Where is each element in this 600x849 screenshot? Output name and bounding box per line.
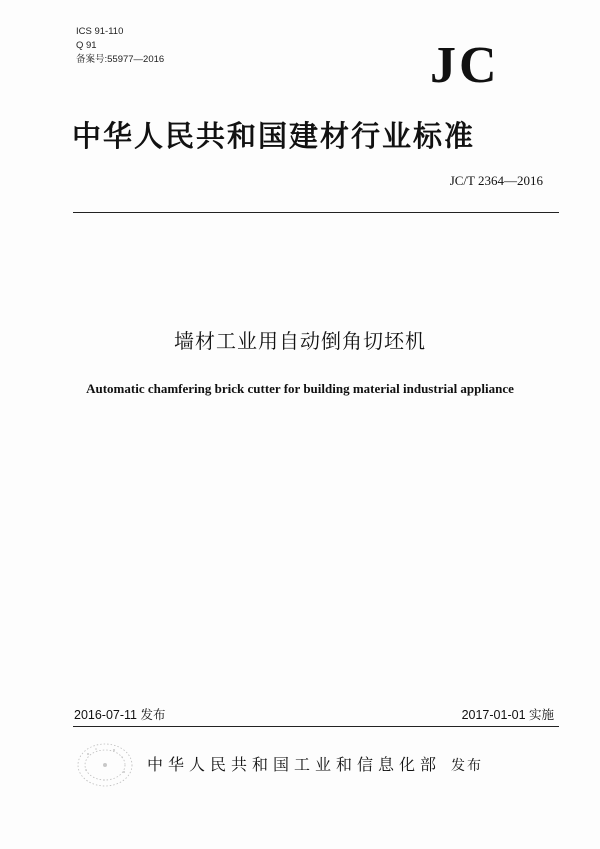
jc-logo: JC [430,37,500,94]
standard-category-title: 中华人民共和国建材行业标准 [72,119,476,153]
issue-date: 2016-07-11 发布 [74,708,166,722]
footer-divider [73,726,559,727]
faded-seal-stamp [74,740,136,790]
document-title-chinese: 墙材工业用自动倒角切坯机 [174,329,426,353]
classification-block [76,25,164,67]
standard-number: JC/T 2364—2016 [449,173,543,188]
publisher-line [147,752,483,775]
ccs-code: Q 91 [76,40,97,51]
ics-code: ICS 91-110 [76,26,124,37]
publisher-name: 中华人民共和国工业和信息化部 [147,755,442,774]
document-title-english: Automatic chamfering brick cutter for building material industrial appliance [86,381,514,396]
header-divider [73,212,559,213]
filing-number: 备案号:55977—2016 [76,54,165,65]
publisher-suffix: 发布 [451,758,484,774]
implementation-date: 2017-01-01 实施 [461,708,554,722]
